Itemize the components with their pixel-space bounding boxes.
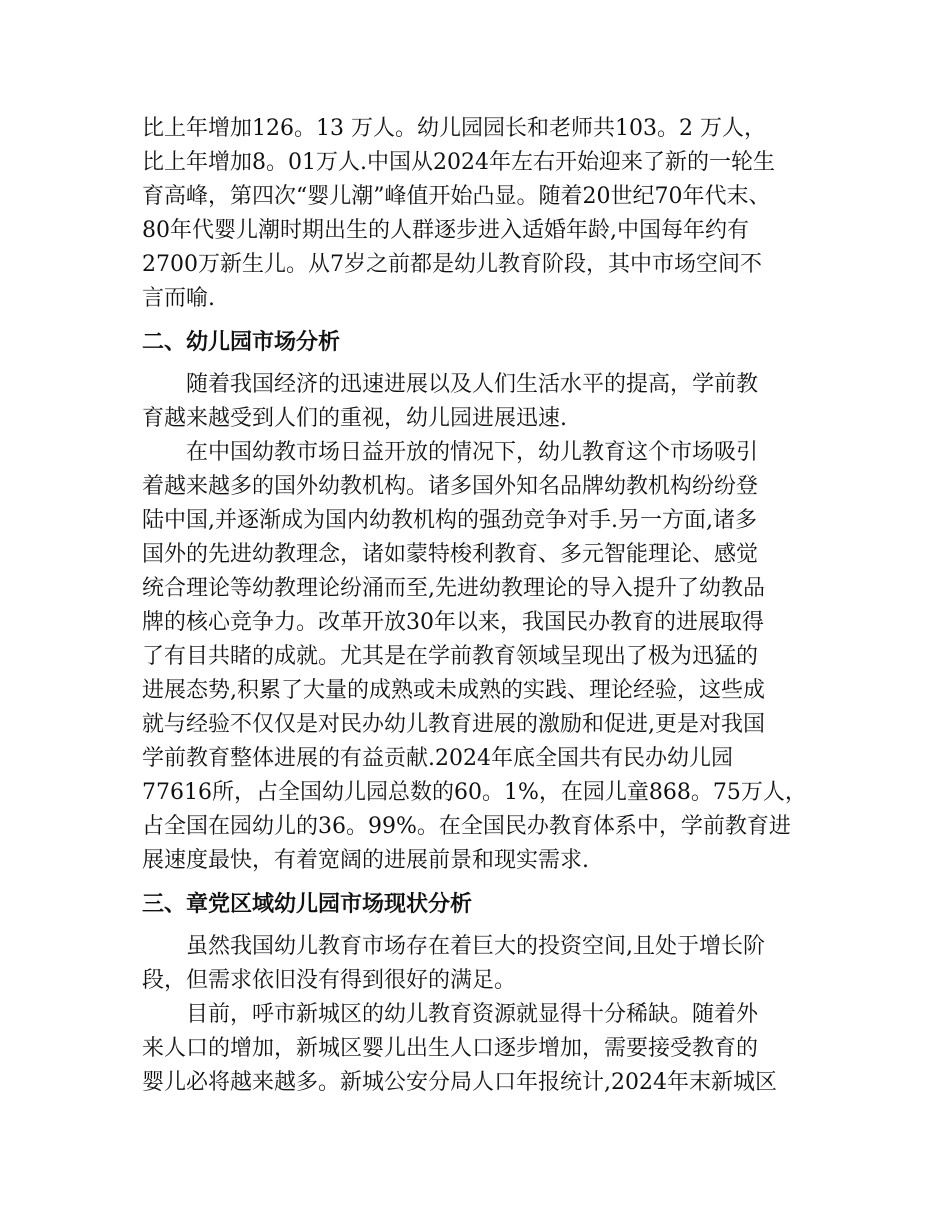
text-line: 进展态势,积累了大量的成熟或未成熟的实践、理论经验，这些成 [142,678,765,703]
section-heading-regional-status: 三、章党区域幼儿园市场现状分析 [142,892,473,917]
text-line: 育越来越受到人们的重视，幼儿园进展迅速. [142,406,567,431]
text-line: 言而喻. [142,286,215,311]
text-line: 占全国在园幼儿的36。99%。在全国民办教育体系中，学前教育进 [142,814,791,839]
text-line: 展速度最快，有着宽阔的进展前景和现实需求. [142,848,589,873]
text-line: 来人口的增加，新城区婴儿出生人口逐步增加，需要接受教育的 [142,1036,759,1061]
text-line: 陆中国,并逐渐成为国内幼教机构的强劲竞争对手.另一方面,诸多 [142,508,757,533]
section-heading-market-analysis: 二、幼儿园市场分析 [142,330,341,355]
text-line: 比上年增加126。13 万人。幼儿园园长和老师共103。2 万人， [142,116,766,141]
paragraph-first-line: 虽然我国幼儿教育市场存在着巨大的投资空间,且处于增长阶 [186,934,765,959]
text-line: 段，但需求依旧没有得到很好的满足。 [142,968,517,993]
paragraph-first-line: 在中国幼教市场日益开放的情况下，幼儿教育这个市场吸引 [186,440,759,465]
text-line: 就与经验不仅仅是对民办幼儿教育进展的激励和促进,更是对我国 [142,712,765,737]
text-line: 育高峰，第四次“婴儿潮”峰值开始凸显。随着20世纪70年代末、 [142,184,771,209]
text-line: 统合理论等幼教理论纷涌而至,先进幼教理论的导入提升了幼教品 [142,576,765,601]
text-line: 国外的先进幼教理念，诸如蒙特梭利教育、多元智能理论、感觉 [142,542,759,567]
text-line: 婴儿必将越来越多。新城公安分局人口年报统计,2024年末新城区 [142,1070,777,1095]
text-line: 学前教育整体进展的有益贡献.2024年底全国共有民办幼儿园 [142,746,733,771]
paragraph-first-line: 目前，呼市新城区的幼儿教育资源就显得十分稀缺。随着外 [186,1002,759,1027]
text-line: 牌的核心竞争力。改革开放30年以来，我国民办教育的进展取得 [142,610,764,635]
text-line: 着越来越多的国外幼教机构。诸多国外知名品牌幼教机构纷纷登 [142,474,759,499]
text-line: 了有目共睹的成就。尤其是在学前教育领域呈现出了极为迅猛的 [142,644,759,669]
text-line: 80年代婴儿潮时期出生的人群逐步进入适婚年龄,中国每年约有 [142,218,749,243]
paragraph-first-line: 随着我国经济的迅速进展以及人们生活水平的提高，学前教 [186,372,759,397]
text-line: 比上年增加8。01万人.中国从2024年左右开始迎来了新的一轮生 [142,150,775,175]
text-line: 77616所，占全国幼儿园总数的60。1%，在园儿童868。75万人， [142,780,807,805]
text-line: 2700万新生儿。从7岁之前都是幼儿教育阶段，其中市场空间不 [142,252,762,277]
document-body [142,112,832,1100]
